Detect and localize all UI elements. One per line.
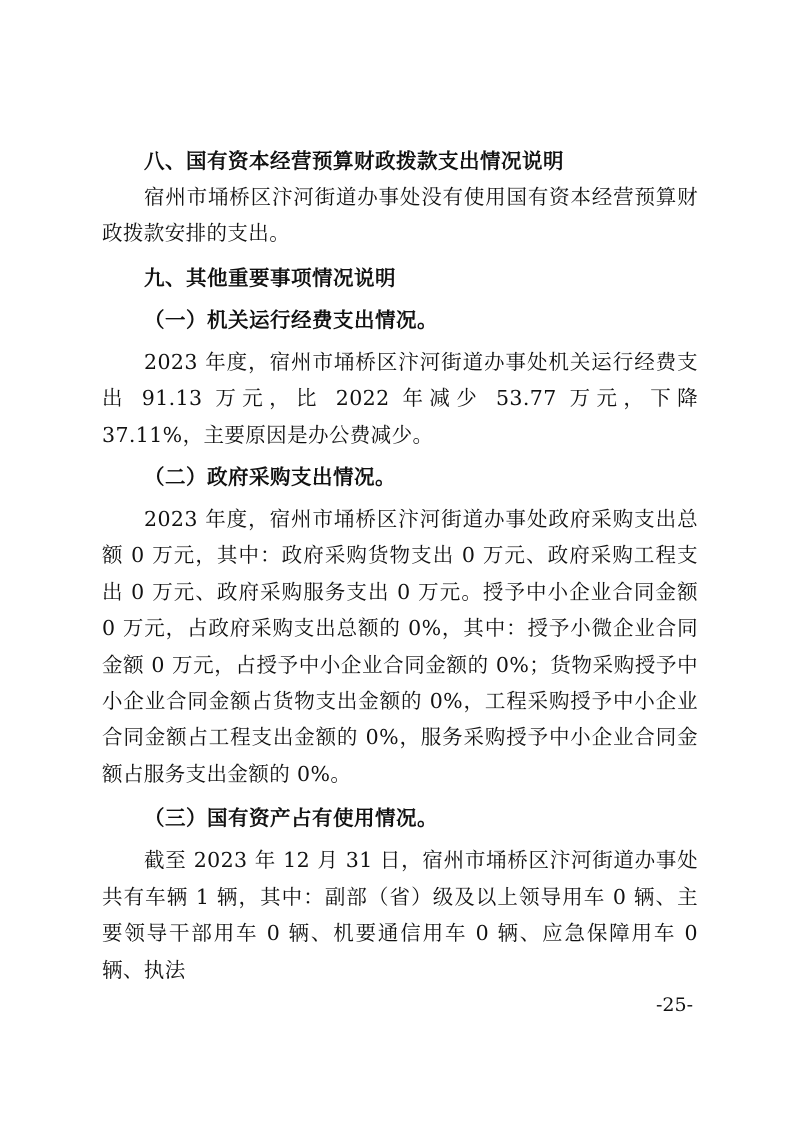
document-body	[102, 143, 698, 988]
page-number: -25-	[655, 994, 693, 1016]
subsection-3-heading: （三）国有资产占有使用情况。	[144, 806, 438, 831]
section-9-heading: 九、其他重要事项情况说明	[144, 265, 396, 290]
subsection-3-body: 截至 2023 年 12 月 31 日，宿州市埇桥区汴河街道办事处共有车辆 1 辆，其中：副部（省）级及以上领导用车 0 辆、主要领导干部用车 0 辆、机要通信用车 0 辆、应急保障用车 0 辆、执法	[102, 848, 698, 982]
subsection-2-body: 2023 年度，宿州市埇桥区汴河街道办事处政府采购支出总额 0 万元，其中：政府采购货物支出 0 万元、政府采购工程支出 0 万元、政府采购服务支出 0 万元。授予中小企业合同金额 0 万元，占政府采购支出总额的 0%，其中：授予小微企业合同金额 0 万元，占授予中小企业合同金额的 0%；货物采购授予中小企业合同金额占货物支出金额的 0%，工程采购授予中小企业合同金额占工程支出金额的 0%，服务采购授予中小企业合同金额占服务支出金额的 0%。	[102, 507, 698, 786]
section-8-heading: 八、国有资本经营预算财政拨款支出情况说明	[144, 149, 564, 173]
subsection-1-body: 2023 年度，宿州市埇桥区汴河街道办事处机关运行经费支出 91.13 万元，比 2022 年减少 53.77 万元，下降 37.11%，主要原因是办公费减少。	[102, 349, 698, 447]
subsection-2-heading: （二）政府采购支出情况。	[144, 465, 396, 490]
section-8-body: 宿州市埇桥区汴河街道办事处没有使用国有资本经营预算财政拨款安排的支出。	[102, 185, 698, 246]
subsection-1-heading: （一）机关运行经费支出情况。	[144, 307, 438, 332]
